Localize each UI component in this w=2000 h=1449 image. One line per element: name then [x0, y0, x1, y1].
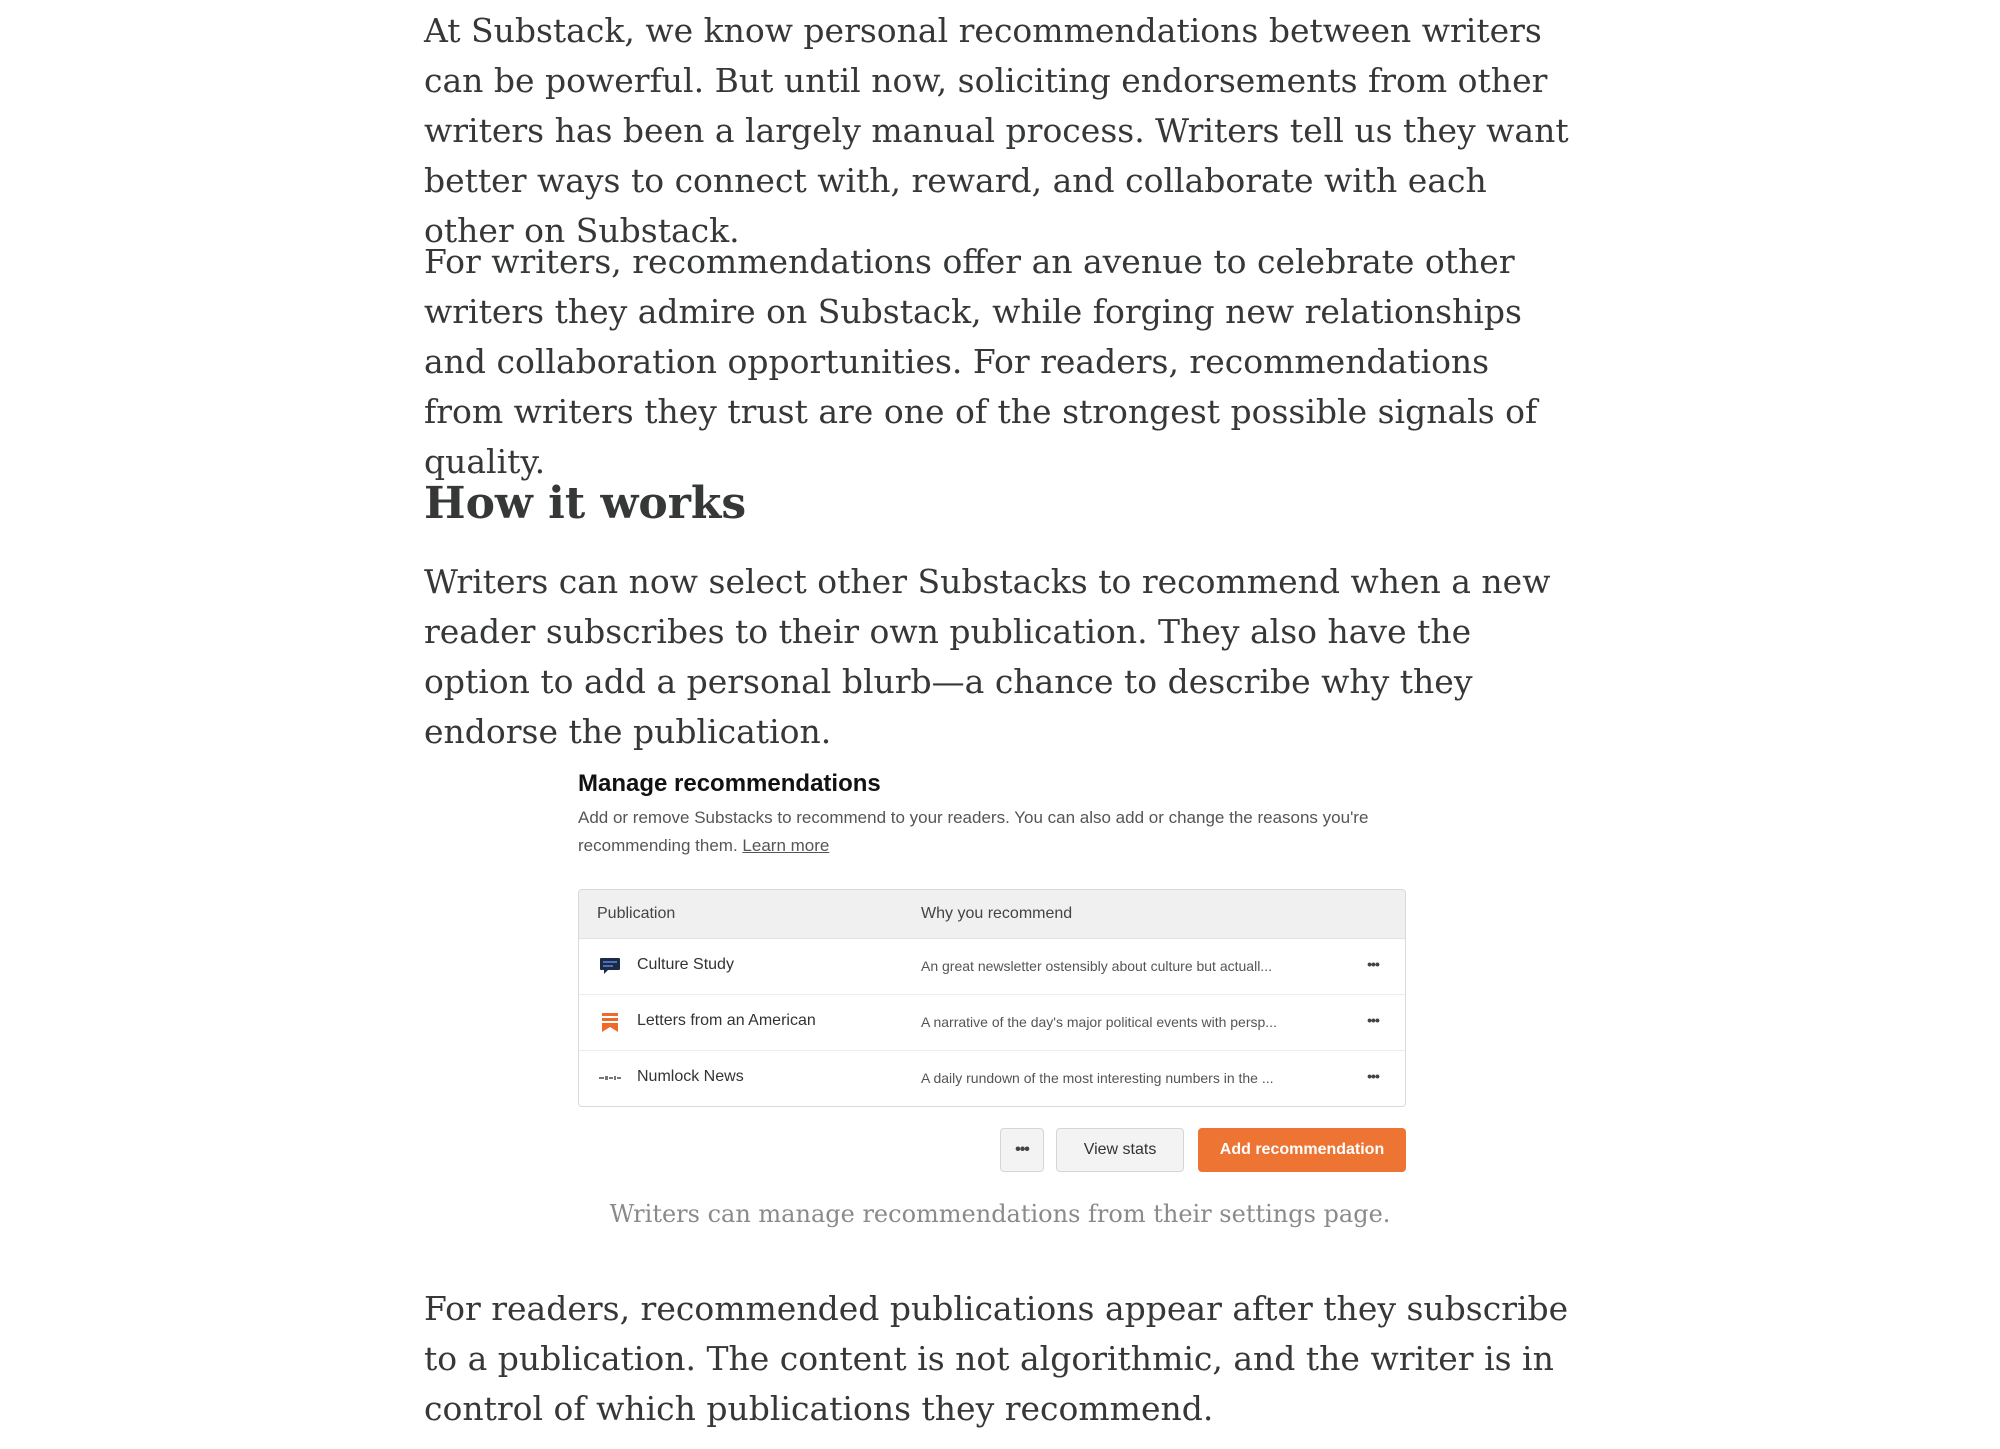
- manage-title: Manage recommendations: [578, 770, 881, 797]
- figure-caption: Writers can manage recommendations from their settings page.: [609, 1200, 1391, 1228]
- recommendations-table: [578, 889, 1406, 1107]
- paragraph-intro: At Substack, we know personal recommendations between writers can be powerful. But until now, soliciting endorsements from other writers has been a largely manual process. Writers tell us they want better ways to connect with, reward, and collaborate with each other on Substack.: [424, 11, 1569, 250]
- wordmark-logo-icon: [599, 1067, 621, 1089]
- table-actions: [578, 1128, 1406, 1174]
- row-menu-icon[interactable]: •••: [1367, 1068, 1379, 1084]
- more-options-button[interactable]: •••: [1000, 1128, 1044, 1172]
- table-row[interactable]: [579, 939, 1405, 995]
- view-stats-button[interactable]: View stats: [1056, 1128, 1184, 1172]
- publication-name: Numlock News: [637, 1068, 744, 1085]
- column-publication: Publication: [597, 905, 676, 922]
- publication-name: Letters from an American: [637, 1012, 816, 1029]
- table-header: [579, 890, 1405, 939]
- paragraph-readers: For readers, recommended publications appear after they subscribe to a publication. The content is not algorithmic, and the writer is in control of which publications they recommend.: [424, 1289, 1569, 1428]
- row-menu-icon[interactable]: •••: [1367, 956, 1379, 972]
- recommend-reason: A narrative of the day's major political events with persp...: [921, 1014, 1277, 1030]
- manage-description-text: Add or remove Substacks to recommend to your readers. You can also add or change the reasons you're recommending them.: [578, 808, 1369, 855]
- recommend-reason: A daily rundown of the most interesting numbers in the ...: [921, 1070, 1274, 1086]
- row-menu-icon[interactable]: •••: [1367, 1012, 1379, 1028]
- column-why: Why you recommend: [921, 905, 1073, 922]
- recommend-reason: An great newsletter ostensibly about culture but actuall...: [921, 958, 1272, 974]
- section-heading: How it works: [424, 478, 747, 529]
- manage-description: [578, 804, 1408, 860]
- learn-more-link[interactable]: Learn more: [742, 836, 830, 855]
- paragraph-writers-readers: For writers, recommendations offer an avenue to celebrate other writers they admire on Substack, while forging new relationships and collaboration opportunities. For readers, recommendations from writers they trust are one of the strongest possible signals of quality.: [424, 242, 1538, 481]
- table-row[interactable]: [579, 1051, 1405, 1106]
- paragraph-how-it-works: Writers can now select other Substacks to recommend when a new reader subscribes to their own publication. They also have the option to add a personal blurb—a chance to describe why they endorse the publication.: [424, 562, 1551, 751]
- speech-bubble-icon: [599, 955, 621, 977]
- add-recommendation-button[interactable]: Add recommendation: [1198, 1128, 1406, 1172]
- table-row[interactable]: [579, 995, 1405, 1051]
- publication-name: Culture Study: [637, 956, 734, 973]
- bookmark-stack-icon: [599, 1011, 621, 1033]
